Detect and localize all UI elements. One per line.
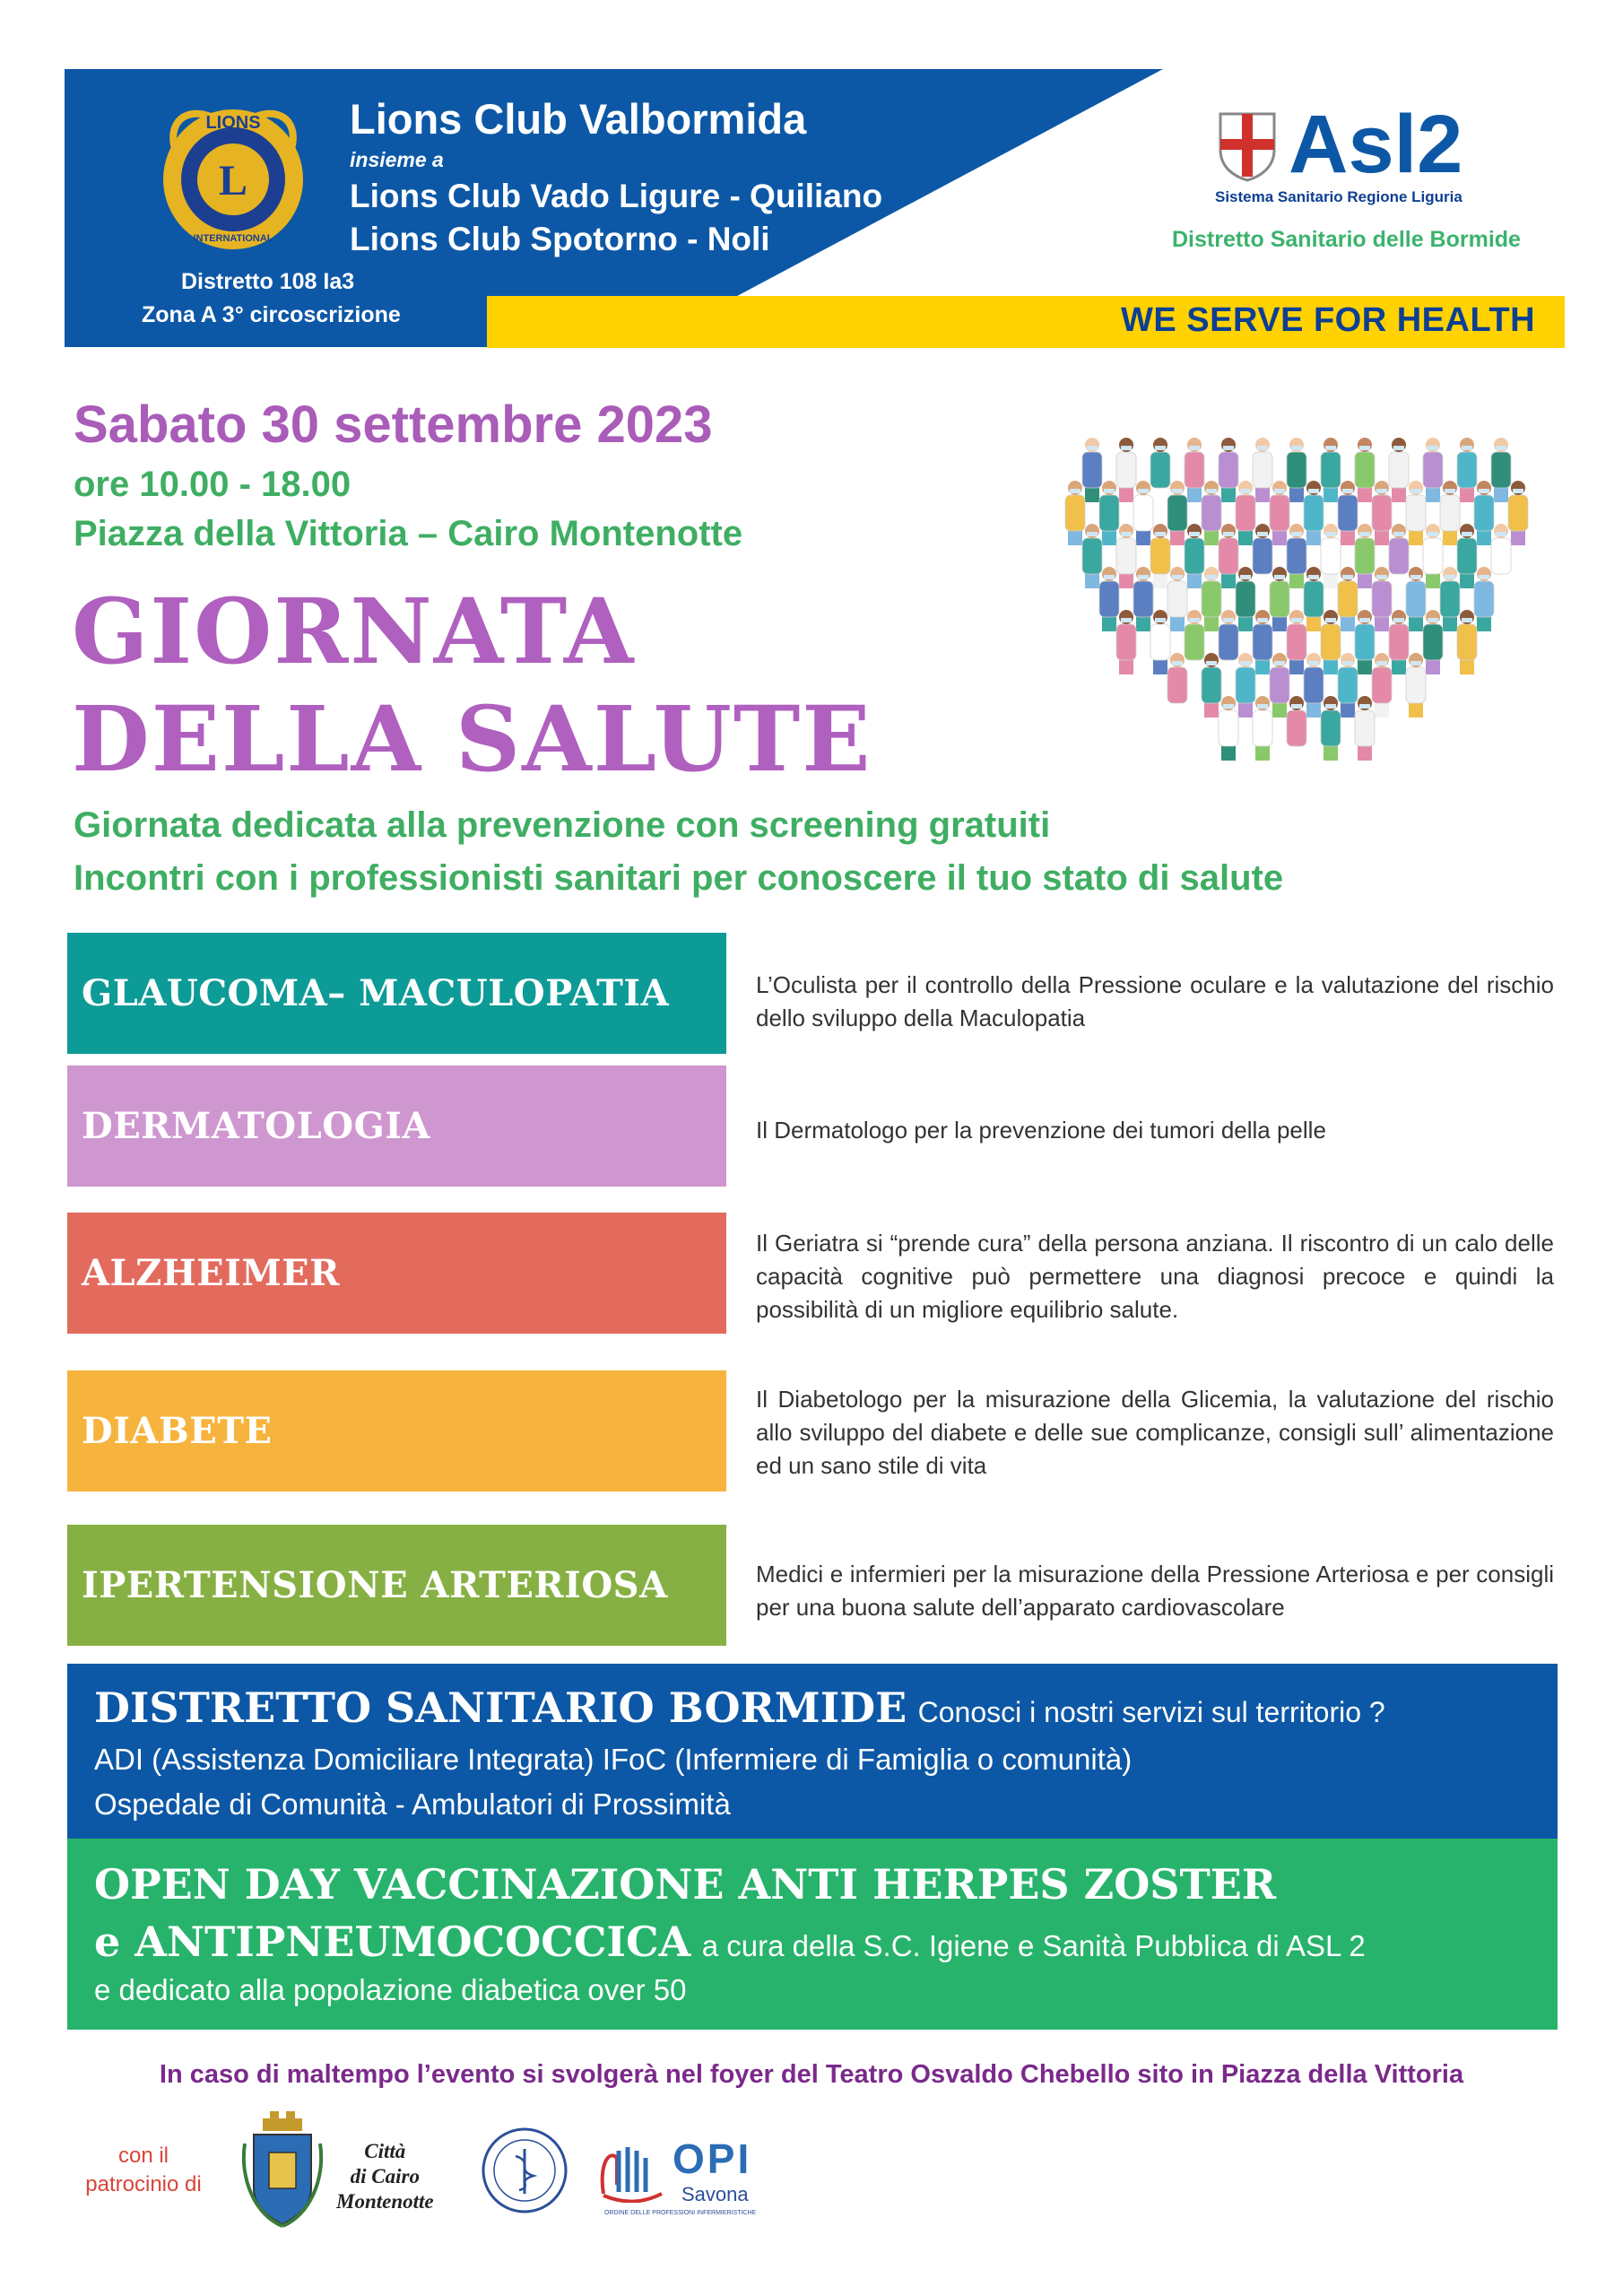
- openday-line3: e dedicato alla popolazione diabetica over 50: [94, 1973, 687, 2006]
- healthcare-worker-figure: [1491, 524, 1511, 588]
- healthcare-worker-figure: [1321, 438, 1341, 502]
- healthcare-worker-figure: [1219, 696, 1238, 761]
- lions-logo: [139, 85, 327, 274]
- club-title: Lions Club Valbormida: [350, 95, 807, 143]
- event-time: ore 10.00 - 18.00: [74, 465, 352, 504]
- healthcare-worker-figure: [1099, 481, 1119, 545]
- healthcare-worker-figure: [1355, 696, 1375, 761]
- healthcare-worker-figure: [1253, 696, 1272, 761]
- citta-cairo-montenotte: [336, 2139, 434, 2214]
- distretto-band-title: DISTRETTO SANITARIO BORMIDE: [94, 1683, 907, 1732]
- healthcare-worker-figure: [1270, 481, 1289, 545]
- healthcare-worker-figure: [1338, 653, 1358, 718]
- healthcare-worker-figure: [1389, 610, 1409, 674]
- healthcare-worker-figure: [1423, 524, 1443, 588]
- service-box-alzheimer: [67, 1213, 726, 1334]
- healthcare-worker-figure: [1321, 610, 1341, 674]
- healthcare-worker-figure: [1185, 438, 1204, 502]
- distretto-band-line2: ADI (Assistenza Domiciliare Integrata) IFoC (Infermiere di Famiglia o comunità): [94, 1743, 1133, 1776]
- healthcare-worker-figure: [1440, 567, 1460, 631]
- opi-sub: Savona: [681, 2183, 749, 2205]
- healthcare-worker-figure: [1236, 653, 1255, 718]
- healthcare-worker-figure: [1202, 567, 1221, 631]
- healthcare-worker-figure: [1082, 524, 1102, 588]
- patrocinio-line1: con il: [117, 2144, 169, 2168]
- service-label-dermatologia: DERMATOLOGIA: [82, 1105, 431, 1147]
- lions-emblem-text: LIONS: [205, 113, 261, 133]
- service-box-dermatologia: [67, 1065, 726, 1187]
- healthcare-worker-figure: [1116, 524, 1136, 588]
- service-box-diabete: [67, 1370, 726, 1492]
- openday-line2-suffix: a cura della S.C. Igiene e Sanità Pubblica di ASL 2: [701, 1929, 1366, 1962]
- lions-distretto: Distretto 108 Ia3: [181, 269, 355, 294]
- healthcare-worker-figure: [1474, 567, 1494, 631]
- slogan-text: WE SERVE FOR HEALTH: [1121, 301, 1536, 339]
- healthcare-worker-figure: [1270, 567, 1289, 631]
- service-desc-glaucoma: L’Oculista per il controllo della Pressione oculare e la valutazione del rischio dello sviluppo della Maculopatia: [756, 971, 1554, 1031]
- asl-distretto: Distretto Sanitario delle Bormide: [1172, 227, 1521, 252]
- healthcare-worker-figure: [1304, 567, 1324, 631]
- healthcare-worker-figure: [1491, 438, 1511, 502]
- healthcare-worker-figure: [1167, 481, 1187, 545]
- healthcare-worker-figure: [1253, 524, 1272, 588]
- lions-zona: Zona A 3° circoscrizione: [142, 302, 401, 327]
- distretto-band: [67, 1664, 1558, 1839]
- healthcare-worker-figure: [1372, 567, 1392, 631]
- healthcare-worker-figure: [1185, 610, 1204, 674]
- healthcare-worker-figure: [1270, 653, 1289, 718]
- healthcare-worker-figure: [1457, 438, 1477, 502]
- healthcare-worker-figure: [1355, 524, 1375, 588]
- healthcare-worker-figure: [1355, 438, 1375, 502]
- healthcare-worker-figure: [1389, 438, 1409, 502]
- service-box-ipertensione: [67, 1525, 726, 1646]
- opi-hands-icon: [599, 2140, 671, 2203]
- healthcare-worker-figure: [1287, 524, 1306, 588]
- club-insieme: insieme a: [350, 148, 444, 171]
- healthcare-worker-figure: [1423, 438, 1443, 502]
- healthcare-worker-figure: [1423, 610, 1443, 674]
- service-label-glaucoma: GLAUCOMA– MACULOPATIA: [82, 972, 670, 1014]
- liguria-shield-icon: [1215, 107, 1280, 182]
- openday-line2-title: e ANTIPNEUMOCOCCICA: [94, 1918, 691, 1966]
- event-title-line1: GIORNATA: [72, 578, 636, 684]
- healthcare-worker-figure: [1099, 567, 1119, 631]
- healthcare-worker-figure: [1372, 481, 1392, 545]
- healthcare-worker-figure: [1065, 481, 1085, 545]
- service-label-alzheimer: ALZHEIMER: [82, 1252, 340, 1294]
- asl-subtitle: Sistema Sanitario Regione Liguria: [1215, 188, 1462, 205]
- healthcare-worker-figure: [1287, 696, 1306, 761]
- healthcare-worker-figure: [1150, 438, 1170, 502]
- healthcare-worker-figure: [1202, 481, 1221, 545]
- distretto-band-line3: Ospedale di Comunità - Ambulatori di Prossimità: [94, 1787, 731, 1821]
- club-line-2: Lions Club Vado Ligure - Quiliano: [350, 178, 883, 214]
- healthcare-worker-figure: [1185, 524, 1204, 588]
- healthcare-worker-figure: [1287, 438, 1306, 502]
- service-desc-alzheimer: Il Geriatra si “prende cura” della persona anziana. Il riscontro di un calo delle capacità cognitive può permettere una diagnosi precoce e quindi la possibilità di un migliore equilibrio salute.: [756, 1230, 1554, 1323]
- heart-of-healthcare-workers-illustration: [1040, 422, 1551, 843]
- patrocinio-label: [76, 2142, 211, 2199]
- event-subtitle-2: Incontri con i professionisti sanitari per conoscere il tuo stato di salute: [74, 858, 1284, 898]
- healthcare-worker-figure: [1219, 438, 1238, 502]
- healthcare-worker-figure: [1116, 438, 1136, 502]
- citta-line3: Montenotte: [336, 2190, 434, 2213]
- healthcare-worker-figure: [1236, 481, 1255, 545]
- healthcare-worker-figure: [1372, 653, 1392, 718]
- healthcare-worker-figure: [1389, 524, 1409, 588]
- healthcare-worker-figure: [1116, 610, 1136, 674]
- maltempo-notice: In caso di maltempo l’evento si svolgerà nel foyer del Teatro Osvaldo Chebello sito in Piazza della Vittoria: [159, 2060, 1464, 2089]
- healthcare-worker-figure: [1321, 524, 1341, 588]
- event-date: Sabato 30 settembre 2023: [74, 396, 713, 454]
- svg-text:L: L: [218, 157, 248, 204]
- opi-caption: ORDINE DELLE PROFESSIONI INFERMIERISTICHE: [604, 2210, 757, 2216]
- healthcare-worker-figure: [1253, 610, 1272, 674]
- healthcare-worker-figure: [1321, 696, 1341, 761]
- healthcare-worker-figure: [1457, 524, 1477, 588]
- service-desc-dermatologia: Il Dermatologo per la prevenzione dei tumori della pelle: [756, 1117, 1326, 1144]
- healthcare-worker-figure: [1406, 567, 1426, 631]
- healthcare-worker-figure: [1133, 481, 1153, 545]
- service-desc-ipertensione: Medici e infermieri per la misurazione della Pressione Arteriosa e per consigli per una buona salute dell’apparato cardiovascolare: [756, 1561, 1554, 1621]
- citta-line1: Città: [364, 2140, 406, 2162]
- healthcare-worker-figure: [1167, 653, 1187, 718]
- healthcare-worker-figure: [1474, 481, 1494, 545]
- event-place: Piazza della Vittoria – Cairo Montenotte: [74, 514, 743, 553]
- healthcare-worker-figure: [1304, 653, 1324, 718]
- healthcare-worker-figure: [1219, 524, 1238, 588]
- club-line-3: Lions Club Spotorno - Noli: [350, 221, 770, 257]
- cairo-montenotte-coat-of-arms-icon: [238, 2108, 327, 2229]
- healthcare-worker-figure: [1133, 567, 1153, 631]
- distretto-band-suffix: Conosci i nostri servizi sul territorio ?: [917, 1696, 1385, 1728]
- asl2-logo-text: Asl2: [1289, 99, 1463, 190]
- event-title-line2: DELLA SALUTE: [72, 686, 872, 792]
- healthcare-worker-figure: [1150, 524, 1170, 588]
- healthcare-worker-figure: [1338, 567, 1358, 631]
- opi-title: OPI: [673, 2135, 752, 2182]
- service-label-diabete: DIABETE: [82, 1410, 273, 1452]
- healthcare-worker-figure: [1457, 610, 1477, 674]
- medical-order-seal-icon: [480, 2126, 569, 2215]
- healthcare-worker-figure: [1219, 610, 1238, 674]
- openday-line1: OPEN DAY VACCINAZIONE ANTI HERPES ZOSTER: [94, 1860, 1277, 1909]
- healthcare-worker-figure: [1440, 481, 1460, 545]
- asl2-logo: [1215, 99, 1463, 190]
- healthcare-worker-figure: [1355, 610, 1375, 674]
- patrocinio-line2: patrocinio di: [85, 2172, 202, 2196]
- healthcare-worker-figure: [1167, 567, 1187, 631]
- openday-band: [67, 1839, 1558, 2030]
- healthcare-worker-figure: [1253, 438, 1272, 502]
- healthcare-worker-figure: [1150, 610, 1170, 674]
- healthcare-worker-figure: [1082, 438, 1102, 502]
- healthcare-worker-figure: [1406, 653, 1426, 718]
- citta-line2: di Cairo: [350, 2165, 420, 2187]
- healthcare-worker-figure: [1304, 481, 1324, 545]
- healthcare-worker-figure: [1338, 481, 1358, 545]
- service-box-glaucoma: [67, 933, 726, 1054]
- service-label-ipertensione: IPERTENSIONE ARTERIOSA: [82, 1564, 668, 1606]
- healthcare-worker-figure: [1406, 481, 1426, 545]
- service-desc-diabete: Il Diabetologo per la misurazione della Glicemia, la valutazione del rischio allo sviluppo del diabete e delle sue complicanze, consigli sull’ alimentazione ed un sano stile di vita: [756, 1386, 1554, 1479]
- healthcare-worker-figure: [1508, 481, 1528, 545]
- healthcare-worker-figure: [1202, 653, 1221, 718]
- lions-emblem-bottom: INTERNATIONAL: [193, 233, 273, 244]
- healthcare-worker-figure: [1287, 610, 1306, 674]
- event-subtitle-1: Giornata dedicata alla prevenzione con screening gratuiti: [74, 805, 1051, 845]
- healthcare-worker-figure: [1236, 567, 1255, 631]
